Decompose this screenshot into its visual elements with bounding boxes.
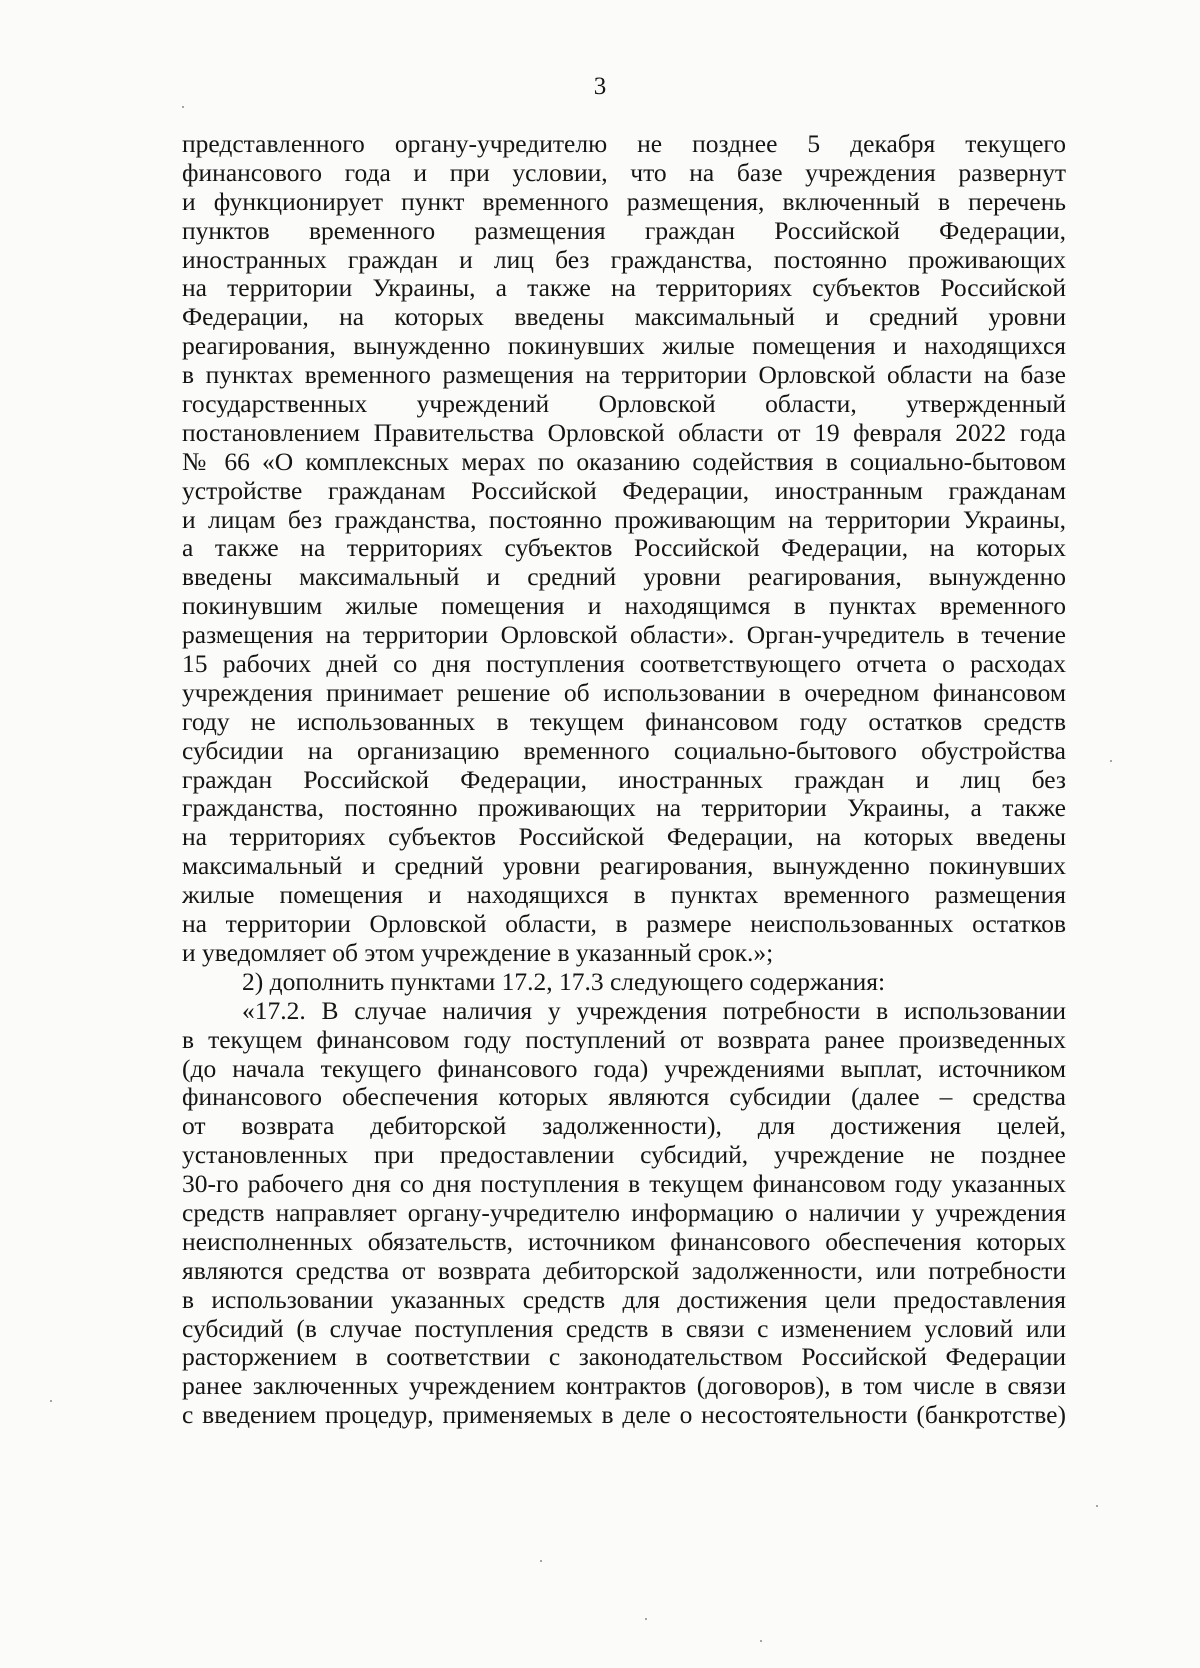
text-line: субсидий (в случае поступления средств в связи с изменением условий или: [182, 1314, 1066, 1343]
text-line: на территории Украины, а также на территориях субъектов Российской: [182, 274, 1066, 303]
text-line: и функционирует пункт временного размещения, включенный в перечень: [182, 187, 1066, 216]
text-line: Федерации, на которых введены максимальный и средний уровни: [182, 303, 1066, 332]
text-line: иностранных граждан и лиц без гражданства, постоянно проживающих: [182, 245, 1066, 274]
scan-speck: [1096, 1505, 1098, 1507]
scan-speck: [182, 106, 184, 108]
text-line: устройстве гражданам Российской Федерации, иностранным гражданам: [182, 476, 1066, 505]
text-line: финансового обеспечения которых являются субсидии (далее – средства: [182, 1083, 1066, 1112]
text-line: государственных учреждений Орловской области, утвержденный: [182, 390, 1066, 419]
scan-speck: [760, 1640, 762, 1642]
text-line: в пунктах временного размещения на территории Орловской области на базе: [182, 361, 1066, 390]
text-line: реагирования, вынужденно покинувших жилые помещения и находящихся: [182, 332, 1066, 361]
text-line: средств направляет органу-учредителю информацию о наличии у учреждения: [182, 1198, 1066, 1227]
text-line: установленных при предоставлении субсидий, учреждение не позднее: [182, 1141, 1066, 1170]
text-line: учреждения принимает решение об использовании в очередном финансовом: [182, 678, 1066, 707]
text-line: в текущем финансовом году поступлений от возврата ранее произведенных: [182, 1025, 1066, 1054]
document-body: [182, 130, 1066, 1430]
text-line: (до начала текущего финансового года) учреждениями выплат, источником: [182, 1054, 1066, 1083]
page-number: 3: [593, 73, 607, 100]
text-line: являются средства от возврата дебиторской задолженности, или потребности: [182, 1256, 1066, 1285]
scan-speck: [540, 1560, 542, 1562]
scan-speck: [50, 1400, 52, 1402]
text-line: на территории Орловской области, в размере неиспользованных остатков: [182, 910, 1066, 939]
text-line: расторжением в соответствии с законодательством Российской Федерации: [182, 1343, 1066, 1372]
text-line: представленного органу-учредителю не позднее 5 декабря текущего: [182, 130, 1066, 158]
text-line: пунктов временного размещения граждан Российской Федерации,: [182, 216, 1066, 245]
text-line: 15 рабочих дней со дня поступления соответствующего отчета о расходах: [182, 650, 1066, 679]
text-line: покинувшим жилые помещения и находящимся в пунктах временного: [182, 592, 1066, 621]
text-line: 2) дополнить пунктами 17.2, 17.3 следующего содержания:: [242, 967, 886, 996]
text-line: ранее заключенных учреждением контрактов (договоров), в том числе в связи: [182, 1372, 1066, 1401]
text-line: постановлением Правительства Орловской области от 19 февраля 2022 года: [182, 418, 1066, 447]
text-line: № 66 «О комплексных мерах по оказанию содействия в социально-бытовом: [182, 447, 1066, 476]
text-line: от возврата дебиторской задолженности), для достижения целей,: [182, 1112, 1066, 1141]
text-line: гражданства, постоянно проживающих на территории Украины, а также: [182, 794, 1066, 823]
text-line: граждан Российской Федерации, иностранных граждан и лиц без: [182, 765, 1066, 794]
text-line: и лицам без гражданства, постоянно проживающим на территории Украины,: [182, 505, 1066, 534]
text-line: а также на территориях субъектов Российской Федерации, на которых: [182, 534, 1066, 563]
text-line: размещения на территории Орловской области». Орган-учредитель в течение: [182, 621, 1066, 650]
scan-speck: [1110, 760, 1112, 762]
text-line: субсидии на организацию временного социально-бытового обустройства: [182, 736, 1066, 765]
scan-speck: [645, 1618, 647, 1620]
text-line: максимальный и средний уровни реагирования, вынужденно покинувших: [182, 852, 1066, 881]
text-line: на территориях субъектов Российской Федерации, на которых введены: [182, 823, 1066, 852]
text-line: 30-го рабочего дня со дня поступления в текущем финансовом году указанных: [182, 1170, 1066, 1199]
text-line: и уведомляет об этом учреждение в указанный срок.»;: [182, 938, 774, 967]
text-line: жилые помещения и находящихся в пунктах временного размещения: [182, 881, 1066, 910]
text-line: финансового года и при условии, что на базе учреждения развернут: [182, 158, 1066, 187]
text-line: году не использованных в текущем финансовом году остатков средств: [182, 707, 1066, 736]
text-line: «17.2. В случае наличия у учреждения потребности в использовании: [242, 996, 1066, 1025]
text-line: в использовании указанных средств для достижения цели предоставления: [182, 1285, 1066, 1314]
text-line: неисполненных обязательств, источником финансового обеспечения которых: [182, 1227, 1066, 1256]
text-line: введены максимальный и средний уровни реагирования, вынужденно: [182, 563, 1066, 592]
text-line: с введением процедур, применяемых в деле о несостоятельности (банкротстве): [182, 1401, 1066, 1430]
